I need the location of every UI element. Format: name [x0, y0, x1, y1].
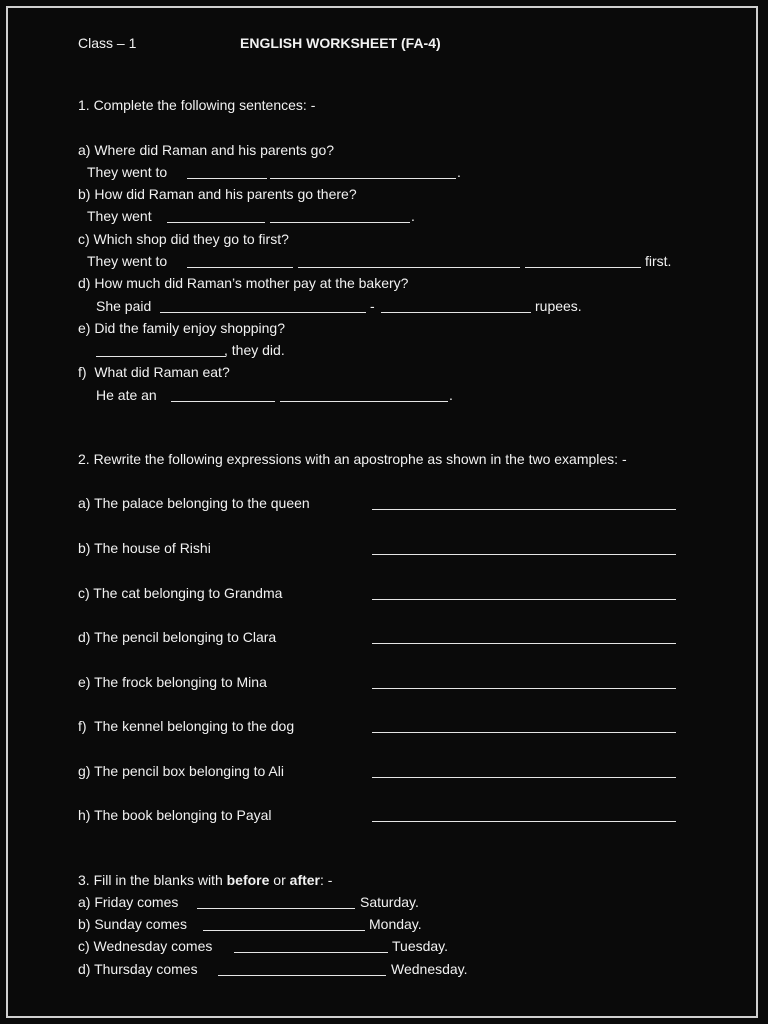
q1a-answer-prefix: They went to [87, 164, 168, 180]
q1f-answer-prefix: He ate an [96, 387, 157, 403]
q2f-answer-blank[interactable] [372, 732, 676, 733]
q1f-question: f) What did Raman eat? [78, 364, 230, 380]
q3b-suffix: Monday. [369, 916, 422, 932]
q3c-blank[interactable] [234, 952, 388, 953]
q1b-answer-prefix: They went [87, 208, 152, 224]
worksheet-title: ENGLISH WORKSHEET (FA-4) [240, 35, 441, 51]
q1b-blank-2[interactable] [270, 222, 410, 223]
q2h-answer-blank[interactable] [372, 821, 676, 822]
q2g-expression: g) The pencil box belonging to Ali [78, 763, 284, 779]
q1e-question: e) Did the family enjoy shopping? [78, 320, 286, 336]
q2c-expression: c) The cat belonging to Grandma [78, 585, 283, 601]
q2g-answer-blank[interactable] [372, 777, 676, 778]
q1f-blank-2[interactable] [280, 401, 448, 402]
q3a-suffix: Saturday. [360, 894, 419, 910]
q3d-suffix: Wednesday. [391, 961, 468, 977]
q1b-blank-1[interactable] [167, 222, 265, 223]
q3c-prefix: c) Wednesday comes [78, 938, 213, 954]
q2b-expression: b) The house of Rishi [78, 540, 211, 556]
q1d-blank-1[interactable] [160, 312, 366, 313]
q3a-prefix: a) Friday comes [78, 894, 179, 910]
q1c-blank-3[interactable] [525, 267, 641, 268]
q1d-question: d) How much did Raman’s mother pay at the bakery? [78, 275, 409, 291]
q2h-expression: h) The book belonging to Payal [78, 807, 272, 823]
q3d-prefix: d) Thursday comes [78, 961, 198, 977]
class-label: Class – 1 [78, 35, 137, 51]
q1d-answer-suffix: rupees. [535, 298, 582, 314]
q3a-blank[interactable] [197, 908, 355, 909]
q1a-blank-1[interactable] [187, 178, 267, 179]
q3b-blank[interactable] [203, 930, 365, 931]
q1b-question: b) How did Raman and his parents go there? [78, 186, 357, 202]
q2-heading: 2. Rewrite the following expressions with an apostrophe as shown in the two examples: - [78, 451, 627, 467]
q1c-blank-1[interactable] [187, 267, 293, 268]
q3d-blank[interactable] [218, 975, 386, 976]
q1a-blank-2[interactable] [270, 178, 456, 179]
q2a-expression: a) The palace belonging to the queen [78, 495, 310, 511]
q1f-blank-1[interactable] [171, 401, 275, 402]
q1a-question: a) Where did Raman and his parents go? [78, 142, 335, 158]
q1d-answer-prefix: She paid [96, 298, 152, 314]
q2a-answer-blank[interactable] [372, 509, 676, 510]
q1c-answer-prefix: They went to [87, 253, 168, 269]
q1c-blank-2[interactable] [298, 267, 520, 268]
q2f-expression: f) The kennel belonging to the dog [78, 718, 295, 734]
q1d-answer-dash: - [370, 298, 375, 314]
q1b-answer-suffix: . [411, 208, 415, 224]
q2d-answer-blank[interactable] [372, 643, 676, 644]
q2e-expression: e) The frock belonging to Mina [78, 674, 267, 690]
q1c-answer-suffix: first. [645, 253, 672, 269]
q2b-answer-blank[interactable] [372, 554, 676, 555]
q3-heading: 3. Fill in the blanks with before or after: - [78, 872, 333, 888]
q3b-prefix: b) Sunday comes [78, 916, 187, 932]
q1e-answer-suffix: , they did. [224, 342, 285, 358]
q3c-suffix: Tuesday. [392, 938, 449, 954]
q1c-question: c) Which shop did they go to first? [78, 231, 289, 247]
q1a-answer-suffix: . [457, 164, 461, 180]
q1e-blank-1[interactable] [96, 356, 226, 357]
q1d-blank-2[interactable] [381, 312, 531, 313]
q2e-answer-blank[interactable] [372, 688, 676, 689]
q2d-expression: d) The pencil belonging to Clara [78, 629, 277, 645]
q1-heading: 1. Complete the following sentences: - [78, 97, 316, 113]
q1f-answer-suffix: . [449, 387, 453, 403]
q2c-answer-blank[interactable] [372, 599, 676, 600]
